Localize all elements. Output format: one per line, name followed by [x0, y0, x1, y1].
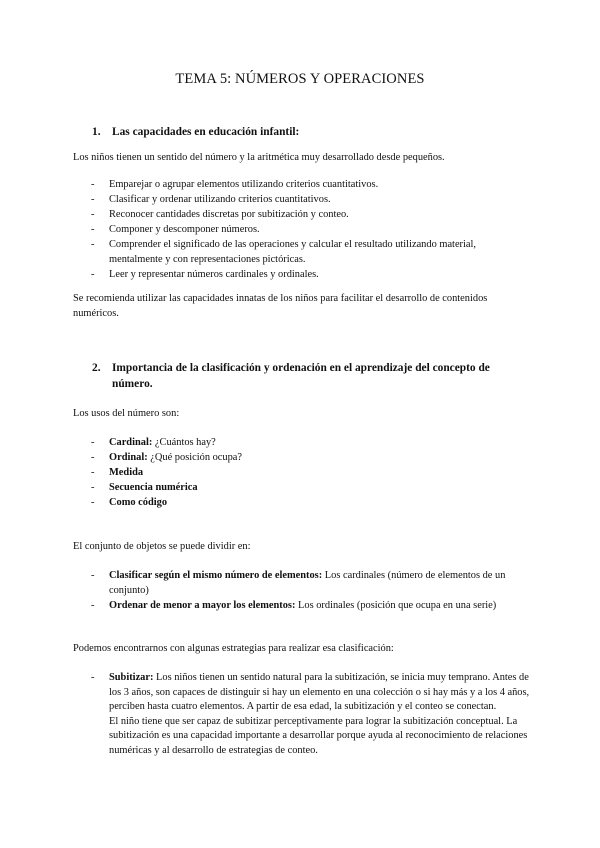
list-item-text	[109, 466, 531, 481]
list-item-text	[109, 451, 531, 466]
page-title: TEMA 5: NÚMEROS Y OPERACIONES	[175, 71, 425, 87]
list-item-text: Comprender el significado de las operaciones y calcular el resultado utilizando material, mentalmente y con representaciones pictóricas.	[109, 239, 476, 265]
list-item	[91, 599, 531, 614]
list-item	[91, 178, 531, 193]
list-item	[91, 496, 531, 511]
list-item	[91, 193, 531, 208]
list-item	[91, 671, 531, 759]
term: Cardinal:	[109, 437, 153, 448]
dash-bullet: -	[91, 437, 95, 448]
division-list	[91, 569, 531, 614]
section-number: 1.	[92, 126, 101, 138]
list-item	[91, 436, 531, 451]
capacities-list	[91, 178, 531, 283]
term-description: ¿Cuántos hay?	[152, 437, 216, 448]
number-uses-list	[91, 436, 531, 511]
list-item-text	[109, 496, 531, 511]
dash-bullet: -	[91, 452, 95, 464]
uses-intro: Los usos del número son:	[73, 408, 180, 419]
list-item-text	[109, 671, 531, 715]
term: Clasificar según el mismo número de elementos:	[109, 570, 323, 581]
dash-bullet: -	[91, 497, 95, 509]
section-heading-text: Importancia de la clasificación y ordenación en el aprendizaje del concepto de número.	[112, 362, 490, 390]
section-1-closing: Se recomienda utilizar las capacidades innatas de los niños para facilitar el desarrollo de contenidos numéricos.	[73, 293, 488, 319]
list-item	[91, 451, 531, 466]
list-item-text	[109, 599, 531, 614]
section-heading-text: Las capacidades en educación infantil:	[112, 126, 300, 138]
term: Subitizar:	[109, 672, 154, 683]
dash-bullet: -	[91, 467, 95, 479]
term: Ordinal:	[109, 452, 148, 464]
list-item	[91, 238, 531, 267]
list-item	[91, 466, 531, 481]
dash-bullet: -	[91, 209, 95, 221]
dash-bullet: -	[91, 599, 95, 611]
dash-bullet: -	[91, 194, 95, 206]
term-description: Los ordinales (posición que ocupa en una serie)	[295, 599, 497, 611]
dash-bullet: -	[91, 570, 95, 581]
strategies-intro: Podemos encontrarnos con algunas estrategias para realizar esa clasificación:	[73, 643, 394, 654]
list-item	[91, 223, 531, 238]
list-item-text: Emparejar o agrupar elementos utilizando criterios cuantitativos.	[109, 179, 379, 190]
division-intro: El conjunto de objetos se puede dividir en:	[73, 541, 251, 552]
list-item-text: Reconocer cantidades discretas por subitización y conteo.	[109, 209, 349, 221]
dash-bullet: -	[91, 179, 95, 190]
term: Secuencia numérica	[109, 482, 198, 494]
term: Ordenar de menor a mayor los elementos:	[109, 599, 296, 611]
list-item-continuation: El niño tiene que ser capaz de subitizar perceptivamente para lograr la subitización conceptual. La subitización es una capacidad importante a desarrollar porque ayuda al reconocimiento de relaciones numéricas y al desarrollo de estrategias de conteo.	[109, 715, 528, 756]
list-item-text: Clasificar y ordenar utilizando criterios cuantitativos.	[109, 194, 331, 206]
list-item	[91, 481, 531, 496]
dash-bullet: -	[91, 224, 95, 236]
dash-bullet: -	[91, 672, 95, 683]
term: Medida	[109, 467, 144, 479]
section-1-intro: Los niños tienen un sentido del número y la aritmética muy desarrollado desde pequeños.	[73, 152, 445, 163]
list-item	[91, 569, 531, 598]
term-description: Los niños tienen un sentido natural para la subitización, se inicia muy temprano. Antes de los 3 años, son capaces de distinguir si hay un elemento en una colección o si hay más y a los 4 años, perciben hasta cuatro elementos. A partir de esa edad, la subitización y el conteo se conectan.	[109, 672, 530, 713]
section-1-heading	[92, 124, 532, 140]
dash-bullet: -	[91, 482, 95, 494]
list-item	[91, 208, 531, 223]
dash-bullet: -	[91, 269, 95, 281]
list-item-text: Componer y descomponer números.	[109, 224, 260, 236]
term: Como código	[109, 497, 168, 509]
list-item	[91, 268, 531, 283]
strategies-list	[91, 671, 531, 759]
term-description: Los cardinales (número de elementos de un conjunto)	[109, 570, 506, 596]
section-2-heading	[92, 360, 532, 392]
list-item-text	[109, 569, 531, 598]
section-number: 2.	[92, 362, 101, 374]
list-item-text	[109, 481, 531, 496]
list-item-text	[109, 436, 531, 451]
dash-bullet: -	[91, 239, 95, 251]
list-item-text: Leer y representar números cardinales y ordinales.	[109, 269, 319, 281]
term-description: ¿Qué posición ocupa?	[147, 452, 243, 464]
